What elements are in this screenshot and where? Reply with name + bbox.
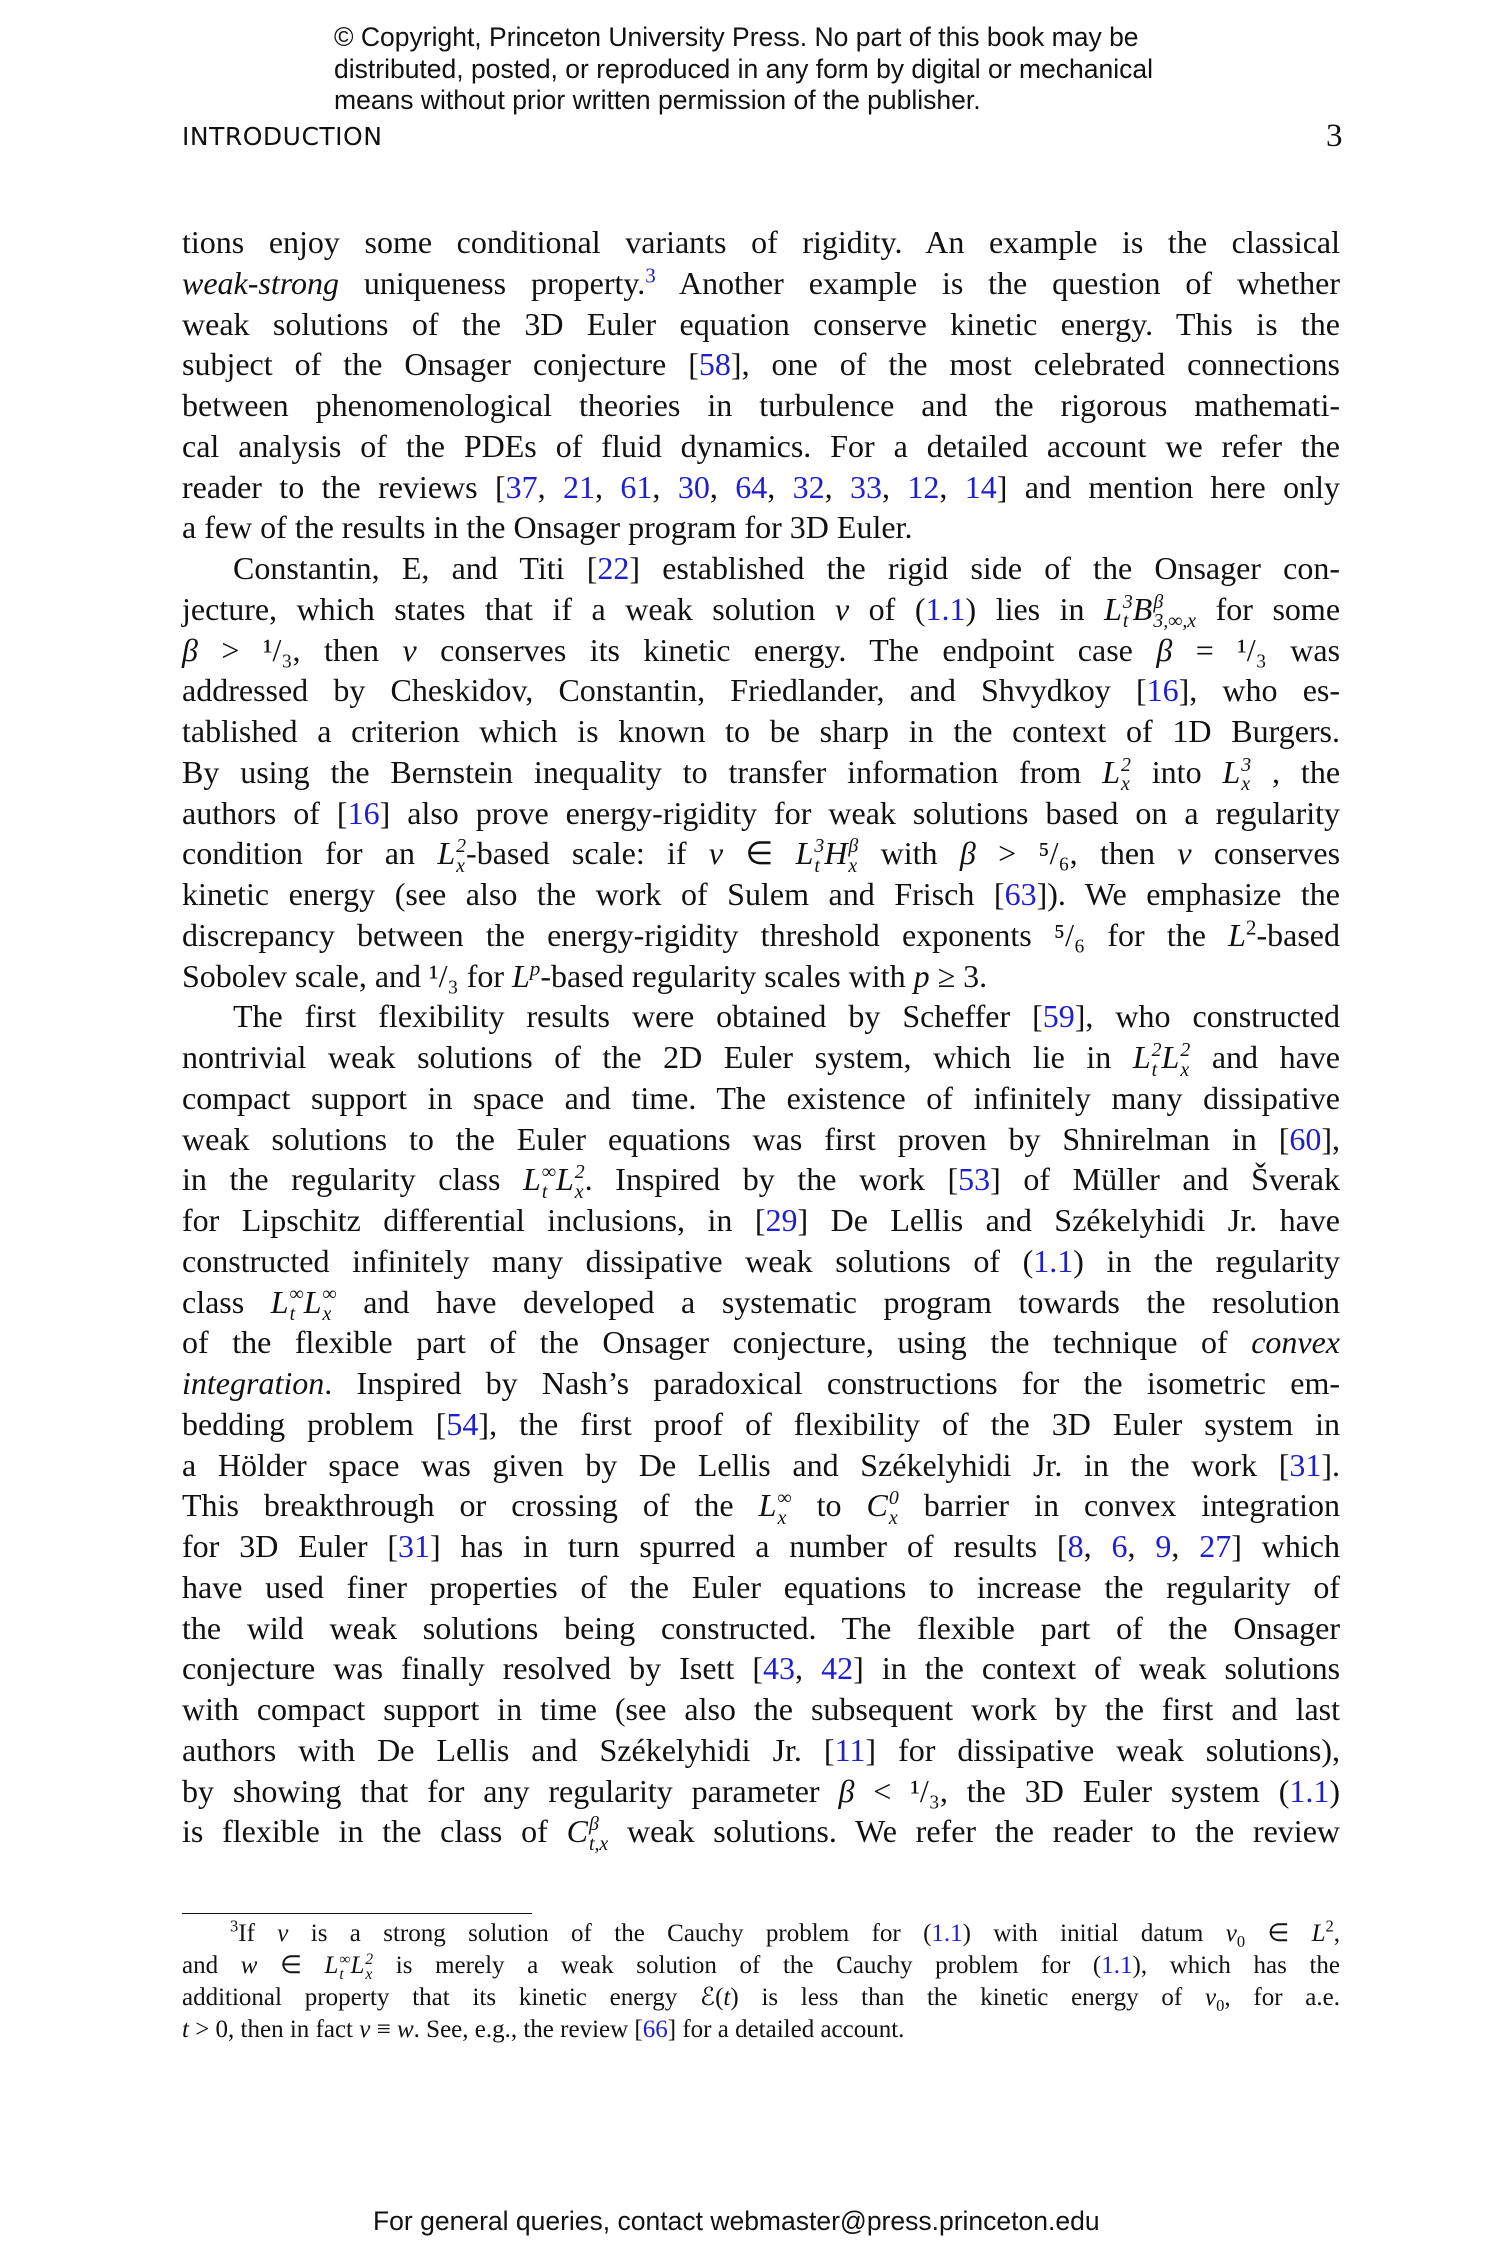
text-run: > 0, then in fact: [188, 2016, 360, 2043]
citation-link[interactable]: 29: [765, 1202, 798, 1238]
citation-link[interactable]: 66: [642, 2016, 668, 2043]
math-symbol: β: [182, 631, 198, 668]
text-run: cal analysis of the PDEs of fluid dynamics. For a detailed account we refer the: [182, 427, 1340, 464]
citation-link[interactable]: 33: [849, 468, 882, 505]
text-run: condition for an: [182, 835, 438, 872]
math-scripts: ∞ x: [322, 1283, 337, 1326]
citation-link[interactable]: 61: [620, 468, 653, 505]
text-line: [182, 1282, 1341, 1326]
text-run: ] De Lellis and Székelyhidi Jr. have: [797, 1202, 1341, 1238]
text-run: ,: [939, 468, 965, 505]
citation-link[interactable]: 8: [1067, 1528, 1084, 1564]
citation-link[interactable]: 16: [347, 794, 380, 831]
text-run: discrepancy between the energy-rigidity threshold exponents ⁵/₆ for the: [182, 916, 1229, 953]
text-run: ), which has the: [1132, 1952, 1340, 1979]
text-run: is a strong solution of the Cauchy problem for (: [288, 1920, 932, 1947]
text-run: bedding problem [: [182, 1405, 447, 1442]
math-subscript: 0: [1216, 1996, 1225, 2015]
text-run: of (: [849, 590, 926, 627]
text-run: weak solutions. We refer the reader to the review: [608, 1813, 1341, 1850]
math-symbol: v: [277, 1920, 289, 1947]
math-symbol: L: [555, 1161, 574, 1198]
citation-link[interactable]: 1.1: [1033, 1242, 1074, 1279]
math-symbol: L: [523, 1161, 541, 1198]
text-run: ,: [595, 468, 621, 505]
text-line: [182, 1078, 1340, 1119]
text-run: addressed by Cheskidov, Constantin, Friedlander, and Shvydkoy [: [182, 672, 1147, 709]
text-run: ∈: [1245, 1920, 1312, 1947]
text-run: tions enjoy some conditional variants of rigidity. An example is the classical: [182, 224, 1340, 260]
math-symbol: L: [270, 1283, 289, 1320]
citation-link[interactable]: 11: [834, 1731, 866, 1768]
text-run: with: [858, 835, 960, 872]
text-run: -based scale: if: [466, 835, 709, 872]
math-scripts: β t,x: [588, 1813, 609, 1855]
text-run: ) with initial datum: [962, 1920, 1226, 1947]
citation-link[interactable]: 42: [821, 1650, 854, 1687]
text-run: ,: [1333, 1920, 1341, 1947]
text-run: into: [1130, 753, 1223, 790]
text-line: [182, 1608, 1340, 1649]
citation-link[interactable]: 27: [1199, 1528, 1232, 1564]
text-run: The first flexibility results were obtained by Scheffer [: [233, 998, 1043, 1035]
text-run: This breakthrough or crossing of the: [182, 1487, 759, 1524]
footnote: [182, 1918, 1340, 2046]
text-run: ] and mention here only: [996, 468, 1341, 505]
text-line: [182, 1648, 1340, 1689]
text-run: have used finer properties of the Euler equations to increase the regularity of: [182, 1568, 1340, 1605]
text-run: -based regularity scales with: [540, 957, 914, 994]
math-symbol: L: [1222, 753, 1241, 790]
citation-link[interactable]: 54: [446, 1405, 479, 1442]
text-run: by showing that for any regularity parameter: [182, 1772, 839, 1809]
math-scripts: 2 t: [1151, 1038, 1162, 1081]
text-run: ], who constructed: [1074, 998, 1341, 1035]
text-line: [182, 630, 1340, 671]
text-run: ,: [767, 468, 793, 505]
text-line: [182, 1730, 1340, 1771]
text-run: ,: [537, 468, 564, 505]
text-run: , the: [1251, 753, 1341, 790]
text-run: ) in the regularity: [1073, 1242, 1340, 1279]
text-run: barrier in convex integration: [898, 1487, 1341, 1524]
text-run: additional property that its kinetic energy ℰ(: [182, 1984, 724, 2011]
text-run: and have: [1190, 1039, 1340, 1075]
text-run: ] for dissipative weak solutions),: [865, 1731, 1341, 1768]
math-symbol: L: [795, 835, 814, 872]
citation-link[interactable]: 1.1: [925, 590, 966, 627]
text-run: > ¹/₃, then: [197, 631, 403, 668]
math-scripts: 2 x: [574, 1161, 585, 1203]
text-run: a few of the results in the Onsager program for 3D Euler.: [182, 509, 913, 546]
math-symbol: v: [359, 2016, 371, 2043]
text-run: for Lipschitz differential inclusions, in [: [182, 1202, 766, 1238]
math-symbol: β: [838, 1772, 855, 1809]
copyright-line: means without prior written permission of the publisher.: [334, 85, 981, 115]
math-scripts: 0 x: [888, 1487, 899, 1529]
text-line: [182, 670, 1340, 711]
text-run: ] which: [1231, 1528, 1341, 1564]
emphasis-text: integration: [182, 1365, 325, 1401]
text-run: ): [1329, 1772, 1341, 1809]
text-run: weak solutions of the 3D Euler equation conserve kinetic energy. This is the: [182, 305, 1340, 342]
text-line: [182, 1526, 1340, 1567]
math-symbol: w: [240, 1952, 258, 1979]
math-symbol: L: [350, 1952, 365, 1979]
math-scripts: 2 x: [1120, 753, 1131, 796]
text-line: [182, 1689, 1340, 1730]
text-run: and have developed a systematic program towards the resolution: [336, 1283, 1341, 1320]
citation-link[interactable]: 31: [398, 1528, 431, 1564]
text-line: [182, 874, 1340, 915]
text-run: conserves its kinetic energy. The endpoint case: [416, 631, 1157, 668]
text-line: [182, 548, 1340, 589]
text-run: ] established the rigid side of the Onsager con-: [629, 550, 1340, 586]
math-scripts: 2 x: [365, 1950, 374, 1984]
text-run: authors with De Lellis and Székelyhidi Jr. [: [182, 1731, 835, 1768]
text-run: By using the Bernstein inequality to transfer information from: [182, 753, 1103, 790]
text-run: class: [182, 1283, 271, 1320]
citation-link[interactable]: 53: [958, 1161, 991, 1198]
footnote-marker: 3: [230, 1916, 239, 1936]
math-symbol: L: [758, 1487, 777, 1524]
math-symbol: L: [512, 957, 530, 994]
citation-link[interactable]: 16: [1146, 672, 1179, 709]
math-subscript: 0: [1236, 1932, 1246, 1951]
text-run: ], the first proof of flexibility of the 3D Euler system in: [478, 1405, 1340, 1442]
text-line: [182, 711, 1340, 752]
math-symbol: β: [1156, 631, 1173, 668]
text-run: ] also prove energy-rigidity for weak solutions based on a regularity: [379, 794, 1341, 831]
text-run: ],: [1321, 1120, 1340, 1157]
math-symbol: L: [1102, 753, 1120, 790]
text-line: [182, 915, 1340, 956]
text-run: with compact support in time (see also the subsequent work by the first and last: [182, 1691, 1340, 1727]
text-run: ] for a detailed account.: [667, 2016, 905, 2043]
text-line: [182, 752, 1341, 796]
text-line: [182, 2014, 1340, 2046]
text-run: -based: [1256, 916, 1340, 953]
math-symbol: L: [324, 1952, 339, 1979]
text-line: [182, 833, 1341, 877]
text-line: [182, 996, 1340, 1037]
text-line: [182, 344, 1340, 385]
text-line: [182, 1445, 1340, 1486]
text-run: ∈: [723, 835, 796, 872]
math-symbol: C: [866, 1487, 888, 1524]
text-line: [182, 385, 1340, 426]
math-symbol: L: [303, 1283, 322, 1320]
text-run: , for a.e.: [1224, 1984, 1340, 2011]
text-run: Sobolev scale, and ¹/₃ for: [182, 957, 512, 994]
math-scripts: 3 t: [1122, 590, 1133, 633]
page-number: 3: [1326, 118, 1343, 154]
math-scripts: ∞ t: [289, 1283, 304, 1326]
text-line: [182, 1567, 1340, 1608]
body-text: [182, 222, 1341, 1855]
text-run: < ¹/₃, the 3D Euler system (: [854, 1772, 1290, 1809]
text-run: ,: [652, 468, 678, 505]
text-run: to: [791, 1487, 867, 1524]
math-scripts: 2 x: [456, 835, 467, 877]
text-run: ]). We emphasize the: [1036, 876, 1341, 912]
citation-link[interactable]: 14: [964, 468, 997, 505]
text-line: [182, 793, 1340, 834]
text-run: . See, e.g., the review [: [413, 2016, 643, 2043]
text-line: [182, 467, 1340, 508]
text-run: ≥ 3.: [929, 957, 988, 994]
text-run: constructed infinitely many dissipative weak solutions of (: [182, 1242, 1034, 1279]
math-scripts: 3 x: [1241, 753, 1252, 796]
citation-link[interactable]: 43: [763, 1650, 796, 1687]
math-symbol: v: [1177, 835, 1192, 872]
text-line: [182, 1918, 1340, 1950]
text-run: tablished a criterion which is known to be sharp in the context of 1D Burgers.: [182, 713, 1340, 749]
text-run: reader to the reviews [: [182, 468, 506, 505]
text-run: between phenomenological theories in turbulence and the rigorous mathemati-: [182, 387, 1340, 423]
math-scripts: ∞ x: [777, 1487, 792, 1529]
text-run: conjecture was finally resolved by Isett [: [182, 1650, 764, 1687]
text-run: for some: [1196, 590, 1341, 627]
math-symbol: v: [1205, 1984, 1217, 2011]
math-superscript: p: [529, 955, 541, 980]
citation-link[interactable]: 12: [907, 468, 940, 505]
text-run: ,: [1171, 1528, 1200, 1564]
math-symbol: v: [402, 631, 417, 668]
text-run: . Inspired by the work [: [584, 1161, 959, 1198]
citation-link[interactable]: 6: [1111, 1528, 1128, 1564]
text-run: ,: [1127, 1528, 1156, 1564]
text-run: ,: [1083, 1528, 1112, 1564]
text-line: [182, 1950, 1340, 1982]
text-line: [182, 1982, 1340, 2014]
contact-footer: For general queries, contact webmaster@press.princeton.edu: [373, 2206, 1100, 2236]
text-line: [182, 1037, 1340, 1081]
text-run: compact support in space and time. The existence of infinitely many dissipative: [182, 1079, 1340, 1116]
citation-link[interactable]: 1.1: [1101, 1952, 1133, 1979]
math-symbol: t: [723, 1984, 731, 2011]
text-run: ≡: [370, 2016, 397, 2043]
text-run: uniqueness property.: [339, 264, 646, 301]
citation-link[interactable]: 22: [597, 550, 630, 586]
text-run: ] of Müller and Šverak: [990, 1161, 1340, 1198]
math-symbol: v: [834, 590, 850, 627]
text-line: [182, 1363, 1340, 1404]
citation-link[interactable]: 37: [505, 468, 538, 505]
citation-link[interactable]: 31: [1289, 1446, 1322, 1483]
text-line: [182, 1485, 1341, 1529]
copyright-notice: [334, 22, 1153, 117]
text-run: jecture, which states that if a weak solution: [182, 590, 835, 627]
text-run: and: [182, 1952, 241, 1979]
citation-link[interactable]: 59: [1042, 998, 1075, 1035]
citation-link[interactable]: 64: [735, 468, 768, 505]
math-symbol: L: [1228, 916, 1246, 953]
copyright-line: © Copyright, Princeton University Press. No part of this book may be: [334, 22, 1139, 52]
footnote-rule: [182, 1913, 532, 1914]
text-line: [182, 1811, 1341, 1855]
math-symbol: C: [566, 1813, 588, 1850]
text-run: Constantin, E, and Titi [: [233, 550, 598, 586]
math-symbol: w: [396, 2016, 414, 2043]
math-symbol: L: [1104, 590, 1122, 627]
text-run: is merely a weak solution of the Cauchy problem for (: [373, 1952, 1102, 1979]
math-scripts: 3 t: [814, 835, 825, 877]
text-line: [182, 1241, 1340, 1282]
math-scripts: 2 x: [1180, 1038, 1191, 1081]
math-symbol: L: [1161, 1039, 1180, 1075]
text-run: subject of the Onsager conjecture [: [182, 346, 699, 383]
text-line: [182, 1119, 1340, 1160]
text-run: ,: [795, 1650, 822, 1687]
text-run: ) is less than the kinetic energy of: [730, 1984, 1205, 2011]
text-run: of the flexible part of the Onsager conjecture, using the technique of: [182, 1324, 1252, 1361]
text-run: . Inspired by Nash’s paradoxical constructions for the isometric em-: [324, 1365, 1340, 1401]
running-head-title: INTRODUCTION: [182, 122, 383, 151]
math-symbol: β: [959, 835, 976, 872]
math-symbol: t: [182, 2016, 189, 2043]
text-run: nontrivial weak solutions of the 2D Euler system, which lie in: [182, 1039, 1133, 1075]
citation-link[interactable]: 32: [792, 468, 825, 505]
math-superscript: 2: [1245, 915, 1257, 940]
text-run: weak solutions to the Euler equations was first proven by Shnirelman in [: [182, 1120, 1290, 1157]
text-run: authors of [: [182, 794, 348, 831]
text-run: Another example is the question of whether: [655, 264, 1341, 301]
math-symbol: L: [1132, 1039, 1151, 1075]
math-symbol: p: [913, 957, 930, 994]
text-run: conserves: [1191, 835, 1341, 872]
text-run: ,: [824, 468, 850, 505]
math-symbol: B: [1132, 590, 1153, 627]
text-run: If: [238, 1920, 278, 1947]
footnote-reference[interactable]: 3: [645, 263, 656, 288]
text-run: ], one of the most celebrated connections: [730, 346, 1341, 383]
text-line: [182, 1159, 1340, 1203]
text-line: [182, 426, 1340, 467]
citation-link[interactable]: 30: [677, 468, 710, 505]
text-line: [182, 304, 1340, 345]
text-run: kinetic energy (see also the work of Sulem and Frisch [: [182, 876, 1005, 912]
text-line: [182, 222, 1340, 263]
math-scripts: β x: [848, 835, 859, 877]
math-scripts: ∞ t: [541, 1161, 556, 1203]
text-line: [182, 1404, 1340, 1445]
citation-link[interactable]: 9: [1155, 1528, 1172, 1564]
citation-link[interactable]: 1.1: [1289, 1772, 1330, 1809]
citation-link[interactable]: 60: [1289, 1120, 1322, 1157]
text-run: ] in the context of weak solutions: [853, 1650, 1341, 1687]
text-run: > ⁵/₆, then: [975, 835, 1178, 872]
math-scripts: ∞ t: [339, 1950, 351, 1984]
text-run: in the regularity class: [182, 1161, 524, 1198]
text-run: ], who es-: [1178, 672, 1341, 709]
text-run: ] has in turn spurred a number of results [: [430, 1528, 1068, 1564]
math-symbol: v: [1225, 1920, 1237, 1947]
text-line: [182, 589, 1341, 633]
math-symbol: L: [437, 835, 456, 872]
text-run: a Hölder space was given by De Lellis and Székelyhidi Jr. in the work [: [182, 1446, 1290, 1483]
citation-link[interactable]: 21: [563, 468, 596, 505]
text-run: is flexible in the class of: [182, 1813, 567, 1850]
text-line: [182, 1200, 1340, 1241]
text-line: [182, 263, 1340, 304]
text-line: [182, 956, 1340, 997]
math-scripts: β 3,∞,x: [1153, 590, 1197, 633]
math-symbol: v: [708, 835, 724, 872]
citation-link[interactable]: 63: [1004, 876, 1037, 912]
text-run: for 3D Euler [: [182, 1528, 399, 1564]
emphasis-text: convex: [1251, 1324, 1340, 1361]
emphasis-text: weak-strong: [182, 264, 340, 301]
text-run: ,: [881, 468, 908, 505]
math-symbol: H: [824, 835, 848, 872]
math-symbol: L: [1311, 1920, 1326, 1947]
citation-link[interactable]: 1.1: [931, 1920, 963, 1947]
text-run: ) lies in: [965, 590, 1105, 627]
citation-link[interactable]: 58: [698, 346, 731, 383]
copyright-line: distributed, posted, or reproduced in any form by digital or mechanical: [334, 53, 1153, 84]
text-line: [182, 507, 1340, 548]
text-run: = ¹/₃ was: [1172, 631, 1341, 668]
text-run: ∈: [257, 1952, 325, 1979]
text-run: ,: [709, 468, 736, 505]
text-line: [182, 1322, 1340, 1363]
text-line: [182, 1771, 1340, 1812]
text-run: the wild weak solutions being constructed. The flexible part of the Onsager: [182, 1609, 1340, 1646]
math-superscript: 2: [1325, 1916, 1334, 1936]
text-run: ].: [1321, 1446, 1340, 1483]
